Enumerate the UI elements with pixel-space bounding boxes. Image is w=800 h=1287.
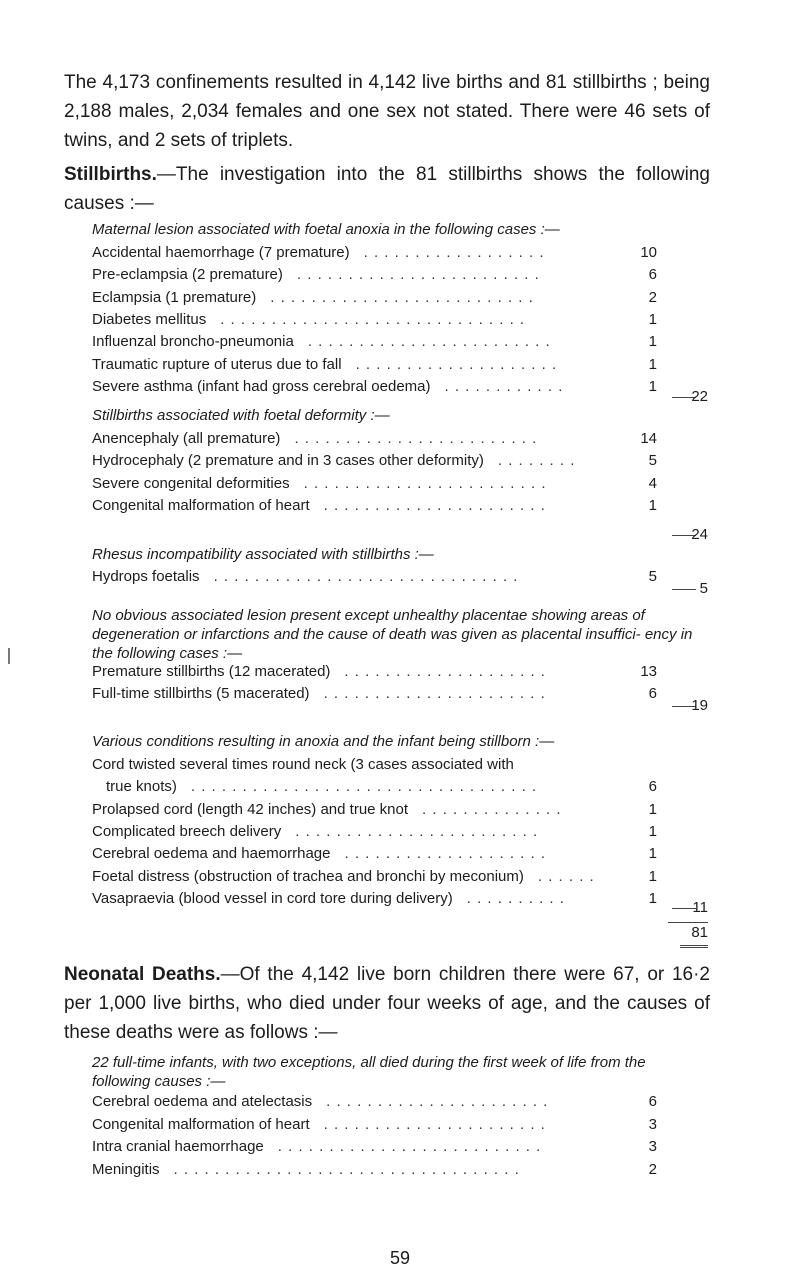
cause-label: Full-time stillbirths (5 macerated) xyxy=(92,685,310,703)
cause-row xyxy=(92,683,657,705)
cause-count: 1 xyxy=(648,310,657,328)
grand-total: 81 xyxy=(691,924,708,941)
cause-count: 1 xyxy=(648,355,657,373)
cause-label: Pre-eclampsia (2 premature) xyxy=(92,266,283,284)
neonatal-cause-row xyxy=(92,1159,657,1181)
section-subtotal: 24 xyxy=(691,526,708,543)
cause-label: Foetal distress (obstruction of trachea and bronchi by meconium) xyxy=(92,867,524,885)
leader-dots: . . . . . . . . . . . . . . . . . . . . . . . . . . xyxy=(270,288,534,306)
leader-dots: . . . . . . . . . . . . . . . . . . . . . . . . xyxy=(296,266,540,284)
neonatal-cause-row xyxy=(92,1136,657,1158)
cause-label: Hydrocephaly (2 premature and in 3 cases other deformity) xyxy=(92,452,484,470)
leader-dots: . . . . . . . . . . . . . . . . . . . . xyxy=(355,355,558,373)
cause-count: 1 xyxy=(648,333,657,351)
cause-label: Congenital malformation of heart xyxy=(92,496,310,514)
leader-dots: . . . . . . xyxy=(537,867,595,885)
cause-row xyxy=(92,450,657,472)
cause-row xyxy=(92,354,657,376)
cause-count: 5 xyxy=(648,568,657,585)
cause-count: 1 xyxy=(648,822,657,840)
cause-row xyxy=(92,242,657,264)
neonatal-title: Neonatal Deaths. xyxy=(64,964,221,985)
section-heading-deformity: Stillbirths associated with foetal deformity :— xyxy=(92,407,390,424)
cause-count: 4 xyxy=(648,474,657,492)
intro-paragraph: The 4,173 confinements resulted in 4,142 live births and 81 stillbirths ; being 2,188 males, 2,034 females and one sex not stated. There were 46 sets of twins, and 2 sets of triplets. xyxy=(64,72,710,151)
cause-row xyxy=(92,821,657,843)
leader-dots: . . . . . . . . . . . . . . . . . . . . . . . . . . xyxy=(277,1138,542,1155)
cause-row xyxy=(92,566,657,588)
cause-row xyxy=(92,264,657,286)
cause-count: 13 xyxy=(640,663,657,680)
neonatal-heading: 22 full-time infants, with two exceptions, all died during the first week of life from the following causes :— xyxy=(92,1054,646,1090)
leader-dots: . . . . . . . . xyxy=(497,452,576,470)
cause-count: 5 xyxy=(648,452,657,470)
leader-dots: . . . . . . . . . . . . . . . . . . . . xyxy=(344,663,546,680)
leader-dots: . . . . . . . . . . . . . . . . . . . . xyxy=(344,845,547,863)
cause-row xyxy=(92,843,657,865)
cause-count: 1 xyxy=(648,889,657,907)
cause-row xyxy=(92,866,657,888)
leader-dots: . . . . . . . . . . . . . . . . . . . . . . . . . . . . . . . . . . xyxy=(190,778,538,796)
stillbirths-title: Stillbirths. xyxy=(64,164,157,185)
cause-count: 3 xyxy=(648,1138,657,1155)
grand-total-rule-bottom xyxy=(680,945,708,948)
cause-count: 6 xyxy=(648,1093,657,1110)
section-subtotal: 22 xyxy=(691,388,708,405)
cause-row xyxy=(92,287,657,309)
leader-dots: . . . . . . . . . . . . . . . . . . . . . . xyxy=(323,496,546,514)
cause-label: Meningitis xyxy=(92,1160,160,1178)
cause-row xyxy=(92,661,657,683)
cause-label: Eclampsia (1 premature) xyxy=(92,288,257,306)
stillbirths-text: —The investigation into the 81 stillbirths shows the following causes :— xyxy=(64,164,710,214)
leader-dots: . . . . . . . . . . . . . . . . . . . . . . . . . . . . . . xyxy=(220,310,526,328)
section-heading-maternal: Maternal lesion associated with foetal anoxia in the following cases :— xyxy=(92,221,560,238)
leader-dots: . . . . . . . . . . . . . . . . . . . . . . . . xyxy=(307,333,551,351)
cause-row xyxy=(92,473,657,495)
cause-count: 1 xyxy=(648,496,657,514)
leader-dots: . . . . . . . . . . . . . . . . . . . . . . xyxy=(323,685,546,703)
cause-row xyxy=(92,495,657,517)
cause-row xyxy=(92,888,657,910)
neonatal-cause-row xyxy=(92,1091,657,1113)
neonatal-paragraph xyxy=(64,960,710,1047)
cause-label: Premature stillbirths (12 macerated) xyxy=(92,663,331,680)
cause-label: Cerebral oedema and haemorrhage xyxy=(92,845,331,863)
cause-label: Intra cranial haemorrhage xyxy=(92,1138,264,1155)
cause-count: 1 xyxy=(648,800,657,818)
leader-dots: . . . . . . . . . . xyxy=(466,889,565,907)
section-heading-various: Various conditions resulting in anoxia and the infant being stillborn :— xyxy=(92,733,555,750)
section-heading-rhesus: Rhesus incompatibility associated with stillbirths :— xyxy=(92,546,434,563)
cause-label: Severe asthma (infant had gross cerebral oedema) xyxy=(92,377,431,395)
cause-label: Accidental haemorrhage (7 premature) xyxy=(92,244,350,261)
cause-row xyxy=(92,309,657,331)
cause-label: Traumatic rupture of uterus due to fall xyxy=(92,355,342,373)
margin-mark xyxy=(8,648,10,664)
cause-count: 2 xyxy=(648,1160,657,1178)
cause-count: 6 xyxy=(648,266,657,284)
leader-dots: . . . . . . . . . . . . . . . . . . . . . . xyxy=(326,1093,549,1110)
cause-row xyxy=(92,428,657,450)
cause-label: Anencephaly (all premature) xyxy=(92,430,281,447)
page-number: 59 xyxy=(389,1248,411,1268)
cause-label: Prolapsed cord (length 42 inches) and true knot xyxy=(92,800,409,818)
leader-dots: . . . . . . . . . . . . . . . . . . . . . . . . . . . . . . xyxy=(213,568,519,585)
cause-label: Congenital malformation of heart xyxy=(92,1115,310,1133)
cause-label: true knots) xyxy=(106,778,177,796)
cause-count: 6 xyxy=(648,778,657,796)
stillbirths-paragraph xyxy=(64,160,710,218)
cause-label: Severe congenital deformities xyxy=(92,474,290,492)
cause-label: Hydrops foetalis xyxy=(92,568,200,585)
cause-count: 1 xyxy=(648,377,657,395)
cause-count: 14 xyxy=(640,430,657,447)
leader-dots: . . . . . . . . . . . . . . . . . . xyxy=(363,244,545,261)
cause-row xyxy=(92,331,657,353)
section-subtotal: 19 xyxy=(691,697,708,714)
section-subtotal: 5 xyxy=(699,580,708,597)
neonatal-text: —Of the 4,142 live born children there were 67, or 16·2 per 1,000 live births, who died under four weeks of age, and the causes of these deaths were as follows :— xyxy=(64,964,711,1043)
cause-label: Diabetes mellitus xyxy=(92,310,207,328)
cause-label: Cord twisted several times round neck (3 cases associated with xyxy=(92,756,514,773)
cause-row xyxy=(106,776,657,798)
cause-row xyxy=(92,799,657,821)
section-subtotal: 11 xyxy=(692,899,708,916)
leader-dots: . . . . . . . . . . . . . . xyxy=(422,800,562,818)
cause-label: Influenzal broncho-pneumonia xyxy=(92,333,294,351)
cause-row xyxy=(92,376,657,398)
leader-dots: . . . . . . . . . . . . . . . . . . . . . . xyxy=(323,1115,546,1133)
leader-dots: . . . . . . . . . . . . xyxy=(444,377,564,395)
section-heading-placental: No obvious associated lesion present except unhealthy placentae showing areas of degeneration or infarctions and the cause of death was given as placental insuffici- ency in the following cases :— xyxy=(92,607,693,662)
leader-dots: . . . . . . . . . . . . . . . . . . . . . . . . xyxy=(303,474,547,492)
cause-label: Cerebral oedema and atelectasis xyxy=(92,1093,313,1110)
leader-dots: . . . . . . . . . . . . . . . . . . . . . . . . xyxy=(294,430,538,447)
leader-dots: . . . . . . . . . . . . . . . . . . . . . . . . xyxy=(295,822,539,840)
cause-count: 6 xyxy=(648,685,657,703)
cause-count: 1 xyxy=(648,867,657,885)
cause-count: 2 xyxy=(648,288,657,306)
cause-label: Vasapraevia (blood vessel in cord tore during delivery) xyxy=(92,889,453,907)
cause-count: 1 xyxy=(648,845,657,863)
cause-label: Complicated breech delivery xyxy=(92,822,282,840)
cause-count: 3 xyxy=(648,1115,657,1133)
cause-count: 10 xyxy=(640,244,657,261)
neonatal-cause-row xyxy=(92,1114,657,1136)
leader-dots: . . . . . . . . . . . . . . . . . . . . . . . . . . . . . . . . . . xyxy=(173,1160,520,1178)
